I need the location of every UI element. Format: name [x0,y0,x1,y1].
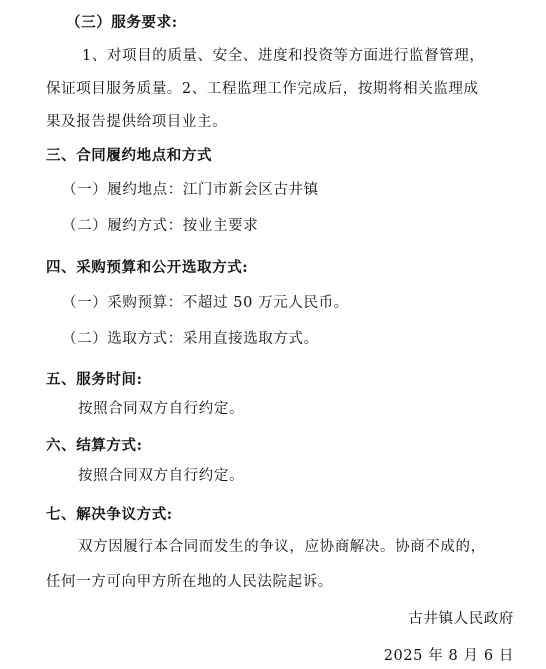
contract-place-item-1: （一）履约地点：江门市新会区古井镇 [62,182,319,198]
dispute-text-line-2: 任何一方可向甲方所在地的人民法院起诉。 [46,574,333,590]
budget-heading: 四、采购预算和公开选取方式: [46,259,249,276]
settlement-text: 按照合同双方自行约定。 [78,468,245,484]
service-requirements-text-line-3: 果及报告提供给项目业主。 [46,114,228,130]
service-requirements-text-line-1: 1、对项目的质量、安全、进度和投资等方面进行监督管理， [82,48,485,64]
budget-item-2: （二）选取方式：采用直接选取方式。 [62,331,319,347]
budget-item-1: （一）采购预算：不超过 50 万元人民币。 [62,295,349,311]
signature-date: 2025 年 8 月 6 日 [383,648,514,664]
service-requirements-heading: （三）服务要求: [66,14,178,31]
service-time-text: 按照合同双方自行约定。 [78,401,245,417]
contract-place-item-2: （二）履约方式：按业主要求 [62,218,259,234]
dispute-heading: 七、解决争议方式: [46,506,173,523]
service-requirements-text-line-2: 保证项目服务质量。2、工程监理工作完成后，按期将相关监理成 [46,81,479,97]
settlement-heading: 六、结算方式: [46,437,143,454]
contract-place-heading: 三、合同履约地点和方式 [46,147,213,164]
dispute-text-line-1: 双方因履行本合同而发生的争议，应协商解决。协商不成的， [78,539,486,555]
service-time-heading: 五、服务时间: [46,371,143,388]
signature-organization: 古井镇人民政府 [408,611,514,627]
